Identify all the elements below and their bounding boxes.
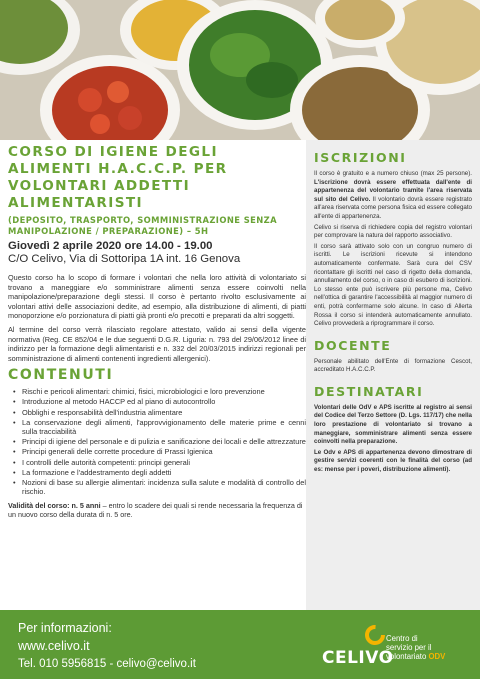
logo-wordmark: CELIVO <box>322 648 394 668</box>
list-item: • Obblighi e responsabilità dell'industria alimentare <box>22 408 306 418</box>
footer-contact[interactable]: Tel. 010 5956815 - celivo@celivo.it <box>18 658 196 670</box>
intro-paragraph-1: Questo corso ha lo scopo di formare i volontari che nella loro attività di volontariato si trovano a maneggiare e/o somministrare alimenti senza essere coinvolti nella manipolazione/preparazione degli stessi. Il corso è pertanto rivolto esclusivamente ai volontari attivi delle associazioni dedite, ad esempio, alla distribuzione di alimenti, di piatti monoporzione e/o porzionatura di piatti già pronti e/o precotti e preparati da altri soggetti. <box>8 273 306 321</box>
logo-tag-line-1: Centro di <box>386 634 418 643</box>
validity-bold: Validità del corso: n. 5 anni <box>8 500 101 510</box>
intro-paragraph-2: Al termine del corso verrà rilasciato regolare attestato, valido ai sensi della vigente normativa (Reg. CE 852/04 e le due seguenti D.G.R. Liguria: n. 793 del 29/06/2012 linee di indirizzo per la formazione degli alimentaristi e n. 332 del 20/03/2015 indirizzi regionali per somministrazione di alimenti contenenti ingredienti allergenici). <box>8 324 306 363</box>
footer-info-label: Per informazioni: <box>18 621 112 635</box>
iscrizioni-heading: ISCRIZIONI <box>314 150 407 165</box>
list-item: • Principi generali delle corrette procedure di Prassi Igienica <box>22 447 306 457</box>
contenuti-heading: CONTENUTI <box>8 367 114 384</box>
course-date: Giovedì 2 aprile 2020 ore 14.00 - 19.00 <box>8 240 213 252</box>
footer <box>0 610 480 679</box>
docente-heading: DOCENTE <box>314 337 392 353</box>
destinatari-paragraph-1: Volontari delle OdV e APS iscritte al registro ai sensi del Codice del Terzo Settore (D. Lgs. 117/17) che nella loro prestazione di volontariato si trovano a maneggiare, somministrare alimenti senza essere coinvolti nella preparazione. <box>314 403 472 446</box>
iscrizioni-p1-c: Il volontario dovrà essere registrato all'area riservata come persona fisica ed essere collegato all'ente di appartenenza. <box>314 195 472 220</box>
sidebar <box>306 140 480 610</box>
hero-food-illustration <box>0 0 480 140</box>
list-item: • Rischi e pericoli alimentari: chimici, fisici, microbiologici e loro prevenzione <box>22 387 306 397</box>
validity-rest: – entro lo scadere dei quali si rende necessaria la frequenza di un nuovo corso della durata di n. 5 ore. <box>8 500 303 520</box>
list-item: • I controlli delle autorità competenti: principi generali <box>22 458 306 468</box>
footer-website-link[interactable]: www.celivo.it <box>18 639 90 653</box>
list-item: • Principi di igiene del personale e di pulizia e sanificazione dei locali e delle attrezzature <box>22 437 306 447</box>
course-place: C/O Celivo, Via di Sottoripa 1A int. 16 Genova <box>8 253 241 265</box>
footer-info <box>18 620 196 672</box>
list-item: • Nozioni di base su allergie alimentari: incidenza sulla salute e modalità di controllo del rischio. <box>22 478 306 497</box>
logo-tag-volontariato: volontariato <box>386 652 427 661</box>
iscrizioni-section <box>314 150 472 329</box>
iscrizioni-paragraph-3: Il corso sarà attivato solo con un congruo numero di iscritti. Le iscrizioni ricevute si intendono automaticamente confermate. Sarà cura del CSV ricontattare gli iscritti nel caso di rigetto della domanda, annullamento del corso, o in caso di esubero di iscrizioni. Lo stesso ente può iscrivere più persone ma, Celivo nell'ottica di garantire l'accessibilità al maggior numero di enti, potrà confermarne solo alcune. In caso di Allerta Rossa il corso si intenderà automaticamente annullato. Celivo provvederà a riprogrammare il corso. <box>314 242 472 328</box>
course-title: CORSO DI IGIENE DEGLI ALIMENTI H.A.C.C.P. PER VOLONTARI ADDETTI ALIMENTARISTI <box>8 144 228 211</box>
contenuti-list <box>8 387 306 497</box>
iscrizioni-p1-a: Il corso è gratuito e a numero chiuso (max 25 persone). <box>314 170 472 177</box>
docente-text: Personale abilitato dell'Ente di formazione Cescot, accreditato H.A.C.C.P. <box>314 357 472 374</box>
list-item: • La conservazione degli alimenti, l'approvvigionamento delle materie prime e cenni sulla tracciabilità <box>22 418 306 437</box>
validity-note <box>8 501 306 520</box>
docente-section <box>314 338 472 375</box>
course-subtitle: (DEPOSITO, TRASPORTO, SOMMINISTRAZIONE SENZA MANIPOLAZIONE / PREPARAZIONE) – 5H <box>8 215 278 236</box>
logo-odv: ODV <box>428 652 446 661</box>
destinatari-section <box>314 384 472 475</box>
celivo-logo <box>322 620 472 670</box>
hero-food-image <box>0 0 480 140</box>
iscrizioni-paragraph-2: Celivo si riserva di richiedere copia del registro volontari per comprovare la natura del rapporto associativo. <box>314 223 472 240</box>
logo-ring-icon <box>364 624 386 646</box>
destinatari-heading: DESTINATARI <box>314 383 424 399</box>
logo-tagline <box>386 634 445 661</box>
list-item: • La formazione e l'addestramento degli addetti <box>22 468 306 478</box>
iscrizioni-p1-b: L'iscrizione dovrà essere effettuata dall'ente di appartenenza del volontario tramite l'area riservata sul sito del Celivo. <box>314 178 472 203</box>
iscrizioni-paragraph-1 <box>314 170 472 222</box>
logo-tag-line-3 <box>386 652 445 661</box>
destinatari-paragraph-2: Le Odv e APS di appartenenza devono dimostrare di gestire servizi coerenti con le finalità del corso (ad es: mense per i poveri, distribuzione alimenti). <box>314 448 472 474</box>
list-item: • Introduzione al metodo HACCP ed al piano di autocontrollo <box>22 397 306 407</box>
main-content <box>8 144 306 520</box>
logo-tag-line-2: servizio per il <box>386 643 432 652</box>
